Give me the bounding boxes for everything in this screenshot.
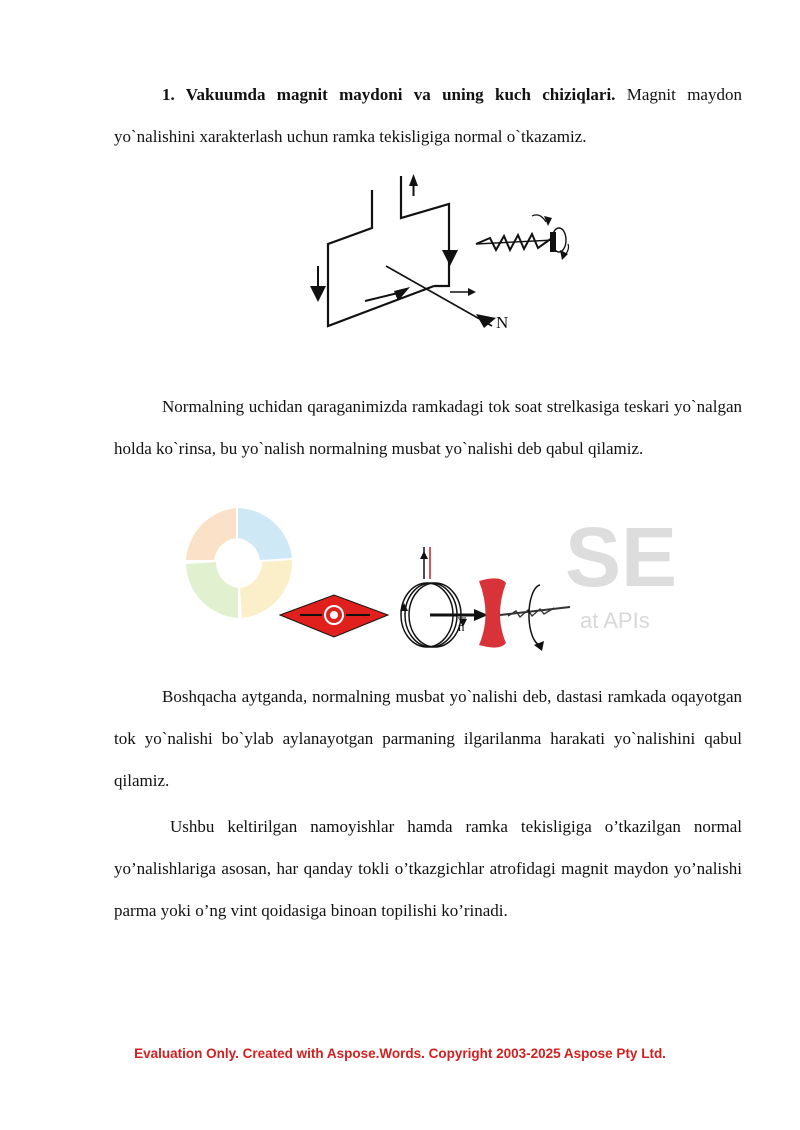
- compass-needle-icon: [280, 595, 388, 637]
- paragraph-3: Boshqacha aytganda, normalning musbat yo`nalishi deb, dastasi ramkada oqayotgan tok yo`nalishi bo`ylab aylanayotgan parmaning ilgarilanma harakati yo`nalishini qabul qilamiz.: [114, 687, 742, 790]
- current-frame: [328, 176, 449, 326]
- arrow-down-left-icon: [310, 286, 326, 302]
- watermark-letters: SE: [565, 510, 678, 604]
- section-1-text: Magnit maydon yo`nalishini xarakterlash uchun ramka tekisligiga normal o`tkazamiz.: [114, 85, 742, 146]
- section-1-paragraph: [114, 74, 742, 158]
- normal-label: N: [496, 313, 509, 332]
- right-hand-rule-figure: [278, 545, 578, 655]
- watermark-logo-icon: [186, 508, 292, 618]
- normal-vector: [386, 266, 508, 332]
- screw-handle-icon: [479, 578, 570, 647]
- watermark-tagline: at APIs: [580, 608, 650, 633]
- current-coil: [400, 547, 467, 647]
- normal-vector-n: [430, 609, 488, 634]
- normal-label-n: n: [458, 619, 465, 634]
- rotation-arrow-icon: [529, 585, 544, 651]
- paragraph-2: Normalning uchidan qaraganimizda ramkadagi tok soat strelkasiga teskari yo`nalgan holda ko`rinsa, bu yo`nalish normalning musbat yo`nalishi deb qabul qilamiz.: [114, 397, 742, 458]
- arrow-down-icon: [442, 250, 458, 266]
- section-heading: 1. Vakuumda magnit maydoni va uning kuch chiziqlari.: [162, 85, 616, 104]
- arrow-up-icon: [409, 174, 418, 186]
- evaluation-footer: Evaluation Only. Created with Aspose.Words. Copyright 2003-2025 Aspose Pty Ltd.: [134, 1046, 666, 1061]
- paragraph-4: Ushbu keltirilgan namoyishlar hamda ramka tekisligiga o’tkazilgan normal yo’nalishlariga asosan, har qanday tokli o’tkazgichlar atrofidagi magnit maydon yo’nalishi parma yoki o’ng vint qoidasiga binoan topilishi ko’rinadi.: [114, 817, 742, 920]
- screw-icon: [476, 215, 569, 260]
- frame-normal-figure: [300, 168, 590, 338]
- current-arrows: [310, 174, 458, 302]
